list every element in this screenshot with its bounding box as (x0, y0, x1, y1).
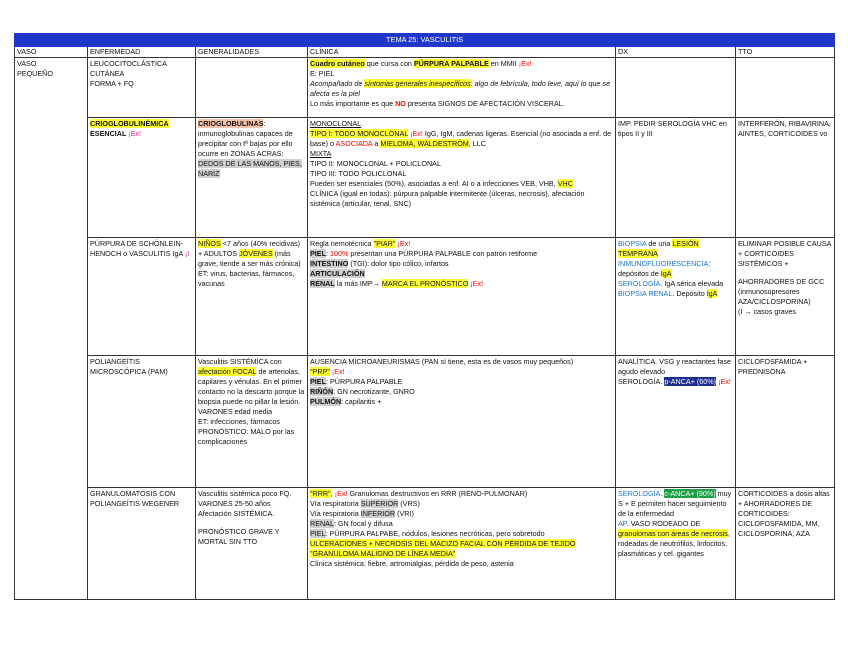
text: ASOCIADA (335, 139, 373, 149)
text: MIELOMA, WALDESTRÖM (380, 139, 469, 149)
header-clinica: CLÍNICA (308, 47, 616, 58)
text: afectación FOCAL (198, 367, 257, 377)
enfermedad-leucocitoclastica (88, 58, 196, 118)
text: MIXTA (310, 148, 332, 158)
text: NO (395, 98, 406, 108)
text: PIEL (310, 377, 326, 387)
exam-mark: ¡! (184, 249, 190, 259)
exam-mark: ¡Ex! (518, 59, 532, 69)
vasculitis-sheet (14, 33, 834, 600)
text: . Depósito (672, 288, 707, 298)
text: : algo de febrícula, todo leve, aquí lo que se afecta es la piel (310, 79, 611, 98)
text: IgA (660, 268, 672, 278)
text: : depósitos de (618, 259, 711, 278)
text: Vasculitis sistémica poco FQ. VARONES 25-50 años Afectación SISTÉMICA. (198, 489, 292, 519)
text: . IgA sérica elevada (660, 278, 724, 288)
text: , LLC (468, 139, 486, 149)
header-row (15, 47, 835, 58)
generalidades-pam (196, 356, 308, 488)
text: CRIOGLOBULINAS (198, 119, 264, 129)
text: INFERIOR (360, 509, 396, 519)
row-schonlein-henoch (15, 238, 835, 356)
text: c-ANCA+ (90%) (664, 489, 716, 499)
text: BIOPSIA (618, 239, 647, 249)
text: , rodeadas de neutrófilos, linfocitos, plasmáticas y cel. gigantes (618, 528, 730, 558)
vaso-label: VASO (17, 59, 37, 69)
text: presenta SIGNOS DE AFECTACIÓN VISCERAL. (405, 98, 565, 108)
exam-mark: ¡Ex! (410, 129, 423, 139)
text: ELIMINAR POSIBLE CAUSA + CORTICOIDES SISTÉMICOS + (738, 239, 832, 269)
dx-crioglobulinemica: IMP. PEDIR SEROLOGÍA VHC en tipos II y III (616, 118, 736, 238)
text: ANALÍTICA. VSG y reactantes fase agudo elevado (618, 357, 732, 377)
text: de una (646, 239, 673, 249)
text: : capilaritis + (341, 396, 382, 406)
clinica-pam (308, 356, 616, 488)
clinica-leucocitoclastica (308, 58, 616, 118)
text: "PIAR" (373, 239, 396, 249)
tto-wegener: CORTICOIDES a dosis altas + AHORRADORES DE CORTICOIDES: CICLOFOSFAMIDA, MM, CICLOSPORINA, AZA (736, 488, 835, 600)
row-wegener (15, 488, 835, 600)
vasculitis-table (14, 33, 835, 600)
text: Cuadro cutáneo (310, 59, 365, 69)
text: síntomas generales inespecíficos (364, 79, 471, 89)
clinica-wegener (308, 488, 616, 600)
text: ESENCIAL (90, 129, 129, 139)
text: SEROLOGÍA (618, 489, 661, 499)
text: INMUNOFLUORESCENCIA (618, 259, 709, 269)
exam-mark: ¡Ex! (397, 239, 411, 249)
text: en MMII (488, 59, 519, 69)
text: ULCERACIONES + NECROSIS DEL MACIZO FACIAL CON PÉRDIDA DE TEJIDO "GRANULOMA MALIGNO DE LÍNEA MEDIA" (310, 538, 576, 558)
enfermedad-crioglobulinemica (88, 118, 196, 238)
text: PULMÓN (310, 396, 342, 406)
text: SUPERIOR (360, 499, 399, 509)
generalidades-crioglobulinemica (196, 118, 308, 238)
text: (inmunosupresores AZA/CICLOSPORINA) (738, 286, 811, 306)
dx-leucocitoclastica (616, 58, 736, 118)
text: VARONES edad media (198, 406, 273, 416)
header-vaso: VASO (15, 47, 88, 58)
text: : inmunoglobulinas capaces de precipitar con tª bajas por ello ocurre en ZONAS ACRAS: (198, 119, 293, 158)
text: PRONÓSTICO GRAVE Y MORTAL SIN TTO (198, 526, 280, 546)
text: CRIOGLOBULINÉMICA (90, 119, 169, 129)
text: RENAL (310, 278, 335, 288)
text: CLÍNICA (igual en todas): púrpura palpable intermitente (úlceras, necrosis), afectación sistémica (articular, renal, SNC) (310, 188, 585, 208)
text: NIÑOS (198, 239, 221, 249)
vaso-value: PEQUEÑO (17, 69, 53, 79)
text: : (325, 249, 330, 259)
text: TIPO I: TODO MONOCLONAL (310, 129, 409, 139)
enf-line: FORMA + FQ (90, 79, 134, 89)
text: . VASO RODEADO DE (626, 518, 701, 528)
text: BIOPSIA RENAL (618, 288, 673, 298)
text: RENAL (310, 518, 334, 528)
text: . (660, 489, 665, 499)
text: AUSENCIA MICROANEURISMAS (PAN sí tiene, esta es de vasos muy pequeños) (310, 357, 574, 367)
text: PIEL (310, 528, 326, 538)
text: IgG, IgM, cadenas ligeras. Esencial (no asociada a enf. de base) o (310, 129, 612, 149)
text: granulomas con áreas de necrosis (618, 528, 728, 538)
generalidades-schonlein-henoch (196, 238, 308, 356)
generalidades-leucocitoclastica (196, 58, 308, 118)
tto-pam: CICLOFOSFAMIDA + PREDNISONA (736, 356, 835, 488)
header-generalidades: GENERALIDADES (196, 47, 308, 58)
exam-mark: ¡Ex! (331, 367, 345, 377)
exam-mark: ¡Ex! (128, 129, 141, 139)
text: 100% (329, 249, 349, 259)
tto-crioglobulinemica: INTERFERÓN, RIBAVIRINA, AINTES, CORTICOIDES vo (736, 118, 835, 238)
enfermedad-schonlein-henoch (88, 238, 196, 356)
text: (TGI): dolor tipo cólico, infartos (348, 259, 449, 269)
vaso-cell (15, 58, 88, 600)
text: (VRS) (398, 499, 420, 509)
text: SEROLOGÍA (618, 278, 661, 288)
dx-wegener (616, 488, 736, 600)
text: (I → casos graves (738, 306, 796, 316)
text: VHC (557, 178, 573, 188)
text: PÚRPURA PALPABLE (413, 59, 489, 69)
text: "RRR" (310, 489, 331, 499)
exam-mark: ¡Ex! (470, 278, 484, 288)
header-dx: DX (616, 47, 736, 58)
enf-line: CUTÁNEA (90, 69, 125, 79)
exam-mark: ¡Ex! (718, 377, 731, 387)
text: : GN focal y difusa (333, 518, 393, 528)
text: Vía respiratoria (310, 509, 361, 519)
text: Granulomas destructivos en RRR (RENO-PULMONAR) (347, 489, 528, 499)
exam-mark: ¡Ex! (334, 489, 348, 499)
text: p-ANCA+ (60%) (664, 377, 717, 387)
text: ARTICULACIÓN (310, 268, 365, 278)
text: Pueden ser esenciales (50%), asociadas a enf. AI o a infecciones VEB, VHB, (310, 178, 558, 188)
text: Clínica sistémica: fiebre, artromialgias, pérdida de peso, astenia (310, 558, 514, 568)
text: TIPO III: TODO POLICLONAL (310, 168, 407, 178)
enf-line: LEUCOCITOCLÁSTICA (90, 59, 167, 69)
text: muy S + E permiten hacer seguimiento de la enfermedad (618, 489, 732, 519)
text: ET: virus, bacterias, fármacos, vacunas (198, 268, 295, 288)
text: a (372, 139, 381, 149)
text: ET: infecciones, fármacos (198, 416, 280, 426)
text: MONOCLONAL (310, 119, 362, 129)
text: (VRI) (395, 509, 414, 519)
text: la más IMP→ (334, 278, 382, 288)
text: Regla nemotécnica (310, 239, 374, 249)
text: RIÑÓN (310, 386, 334, 396)
text: IgA (706, 288, 718, 298)
text: (más grave, tiende a ser más crónica) (198, 249, 301, 269)
text: Vía respiratoria (310, 499, 361, 509)
text: : GN necrotizante, GNRO (333, 386, 415, 396)
text: SEROLOGÍA. (618, 377, 665, 387)
dx-schonlein-henoch (616, 238, 736, 356)
tto-schonlein-henoch (736, 238, 835, 356)
text: de arteriolas, capilares y vénulas. En el primer contacto no la descarto porque la biopsia puede no pillar la lesión. (198, 367, 305, 406)
text: , (330, 489, 335, 499)
dx-pam (616, 356, 736, 488)
text: "PRP" (310, 367, 330, 377)
tto-leucocitoclastica (736, 58, 835, 118)
text: E: PIEL (310, 69, 335, 79)
text: presentan una PÚRPURA PALPABLE con patrón retiforme (348, 249, 538, 259)
text: : PÚRPURA PALPABE, nódulos, lesiones necróticas, pero sobretodo (325, 528, 545, 538)
enfermedad-pam: POLIANGEÍTIS MICROSCÓPICA (PAM) (88, 356, 196, 488)
text: Acompañado de (310, 79, 365, 89)
enfermedad-wegener: GRANULOMATOSIS CON POLIANGEÍTIS WEGENER (88, 488, 196, 600)
text: MARCA EL PRONÓSTICO (381, 278, 469, 288)
row-crioglobulinemica (15, 118, 835, 238)
title-row (15, 34, 835, 47)
table-title: TEMA 25: VASCULITIS (15, 34, 835, 47)
text: PRONÓSTICO: MALO por las complicaciones (198, 426, 295, 446)
row-pam (15, 356, 835, 488)
generalidades-wegener (196, 488, 308, 600)
text: Lo más importante es que (310, 98, 396, 108)
clinica-schonlein-henoch (308, 238, 616, 356)
text: que cursa con (364, 59, 414, 69)
text: <7 años (40% recidivas) + ADULTOS (198, 239, 301, 259)
text: LESIÓN TEMPRANA (618, 239, 699, 259)
text: INTESTINO (310, 259, 349, 269)
clinica-crioglobulinemica (308, 118, 616, 238)
text: JÓVENES (239, 249, 273, 259)
text: AP (618, 518, 627, 528)
row-leucocitoclastica (15, 58, 835, 118)
text: DEDOS DE LAS MANOS, PIES, NARIZ (198, 158, 302, 178)
text: PÚRPURA DE SCHÖNLEIN-HENOCH o VASCULITIS IgA (90, 239, 185, 259)
text: TIPO II: MONOCLONAL + POLICLONAL (310, 158, 441, 168)
text: AHORRADORES DE GCC (738, 276, 825, 286)
text: PIEL (310, 249, 326, 259)
text: Vasculitis SISTÉMICA con (198, 357, 282, 367)
text: : PÚRPURA PALPABLE (325, 377, 403, 387)
header-tto: TTO (736, 47, 835, 58)
header-enfermedad: ENFERMEDAD (88, 47, 196, 58)
